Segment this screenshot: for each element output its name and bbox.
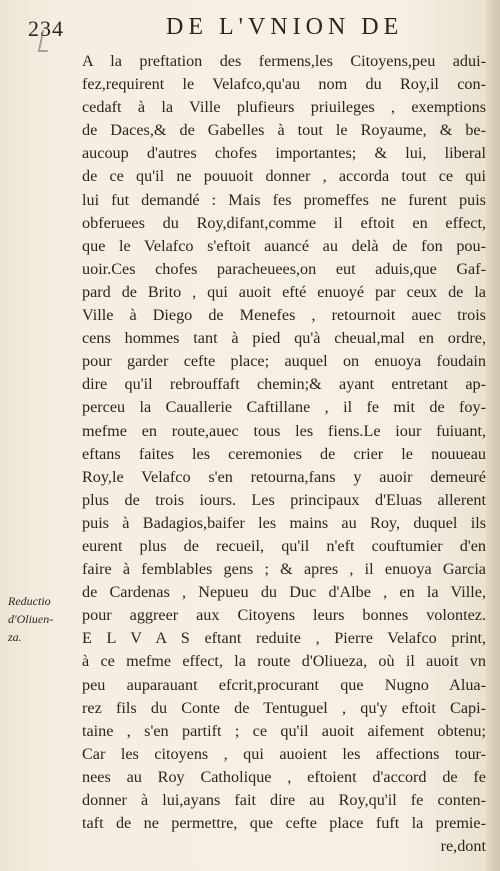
text-line: perceu la Cauallerie Caftillane , il fe mit de foy-: [82, 398, 486, 417]
catchword-line: re,dont: [440, 837, 486, 856]
text-line: pour aggreer aux Citoyens leurs bonnes volontez.: [82, 606, 486, 625]
text-line: A la preftation des fermens,les Citoyens,peu adui-: [82, 52, 486, 70]
text-line: cens hommes tant à pied qu'à cheual,mal en ordre,: [82, 329, 486, 348]
text-line: à ce mefme effect, la route d'Oliueza, où il auoit vn: [82, 652, 486, 671]
page-gutter: [486, 0, 500, 871]
text-line: que le Velafco s'eftoit auancé au delà de fon pou-: [82, 236, 486, 255]
text-line: peu auparauant efcrit,procurant que Nugno Alua-: [82, 675, 486, 694]
text-line: nees au Roy Catholique , eftoient d'accord de fe: [82, 767, 486, 786]
text-line: eurent plus de recueil, qu'il n'eft couftumier d'en: [82, 536, 486, 555]
text-line: puis à Badagios,baifer les mains au Roy, duquel ils: [82, 513, 486, 532]
text-line: pour garder cefte place; auquel on enuoya foudain: [82, 352, 486, 371]
text-line: rez fils du Conte de Tentuguel , qu'y eftoit Capi-: [82, 698, 486, 717]
text-line: pard de Brito , qui auoit efté enuoyé par ceux de la: [82, 282, 486, 301]
text-line: Roy,le Velafco s'en retourna,fans y auoir demeuré: [82, 467, 486, 486]
text-line: de Cardenas , Nepueu du Duc d'Albe , en la Ville,: [82, 583, 486, 602]
text-line: mefme en route,auec tous les fiens.Le iour fuiuant,: [82, 421, 486, 440]
text-line: cedaft à la Ville plufieurs priuileges , exemptions: [82, 98, 486, 117]
body-text: [82, 50, 486, 858]
text-line: obferuees du Roy,difant,comme il eftoit en effect,: [82, 213, 486, 232]
marginal-note-line: d'Oliuen-: [8, 612, 54, 626]
text-line: E L V A S eftant reduite , Pierre Velafco print,: [82, 629, 486, 648]
text-line: donner à lui,ayans fait dire au Roy,qu'il fe conten-: [82, 791, 486, 809]
page-number: 234: [28, 16, 64, 41]
text-line: lui fut demandé : Mais fes promeffes ne furent puis: [82, 190, 486, 209]
marginal-note-line: Reductio: [8, 594, 51, 608]
page-header: [28, 14, 488, 42]
text-line: fez,requirent le Velafco,qu'au nom du Roy,il con-: [82, 75, 486, 94]
marginal-note: [8, 592, 72, 646]
text-line: uoir.Ces chofes paracheuees,on eut aduis,que Gaf-: [82, 259, 486, 278]
text-line: eftans faites les ceremonies de crier le nouueau: [82, 444, 486, 463]
text-line: Car les citoyens , qui auoient les affections tour-: [82, 744, 486, 763]
running-title: DE L'VNION DE: [166, 14, 404, 40]
text-line: faire à femblables gens ; & apres , il enuoya Garcia: [82, 560, 486, 579]
text-line: taine , s'en partift ; ce qu'il auoit aifement obtenu;: [82, 721, 486, 740]
text-line: plus de trois iours. Les principaux d'Eluas allerent: [82, 490, 486, 509]
text-line: de ce qu'il ne pouuoit donner , accorda tout ce qui: [82, 167, 486, 186]
text-line: dire qu'il rebrouffaft chemin;& ayant entretant ap-: [82, 375, 486, 394]
text-line: Ville à Diego de Menefes , retournoit auec trois: [82, 306, 486, 325]
text-line: de Daces,& de Gabelles à tout le Royaume, & be-: [82, 121, 486, 140]
text-line: taft de ne permettre, que cefte place fuft la premie-: [82, 814, 486, 833]
text-line: aucoup d'autres chofes importantes; & lui, liberal: [82, 144, 486, 163]
marginal-note-line: za.: [8, 630, 22, 644]
